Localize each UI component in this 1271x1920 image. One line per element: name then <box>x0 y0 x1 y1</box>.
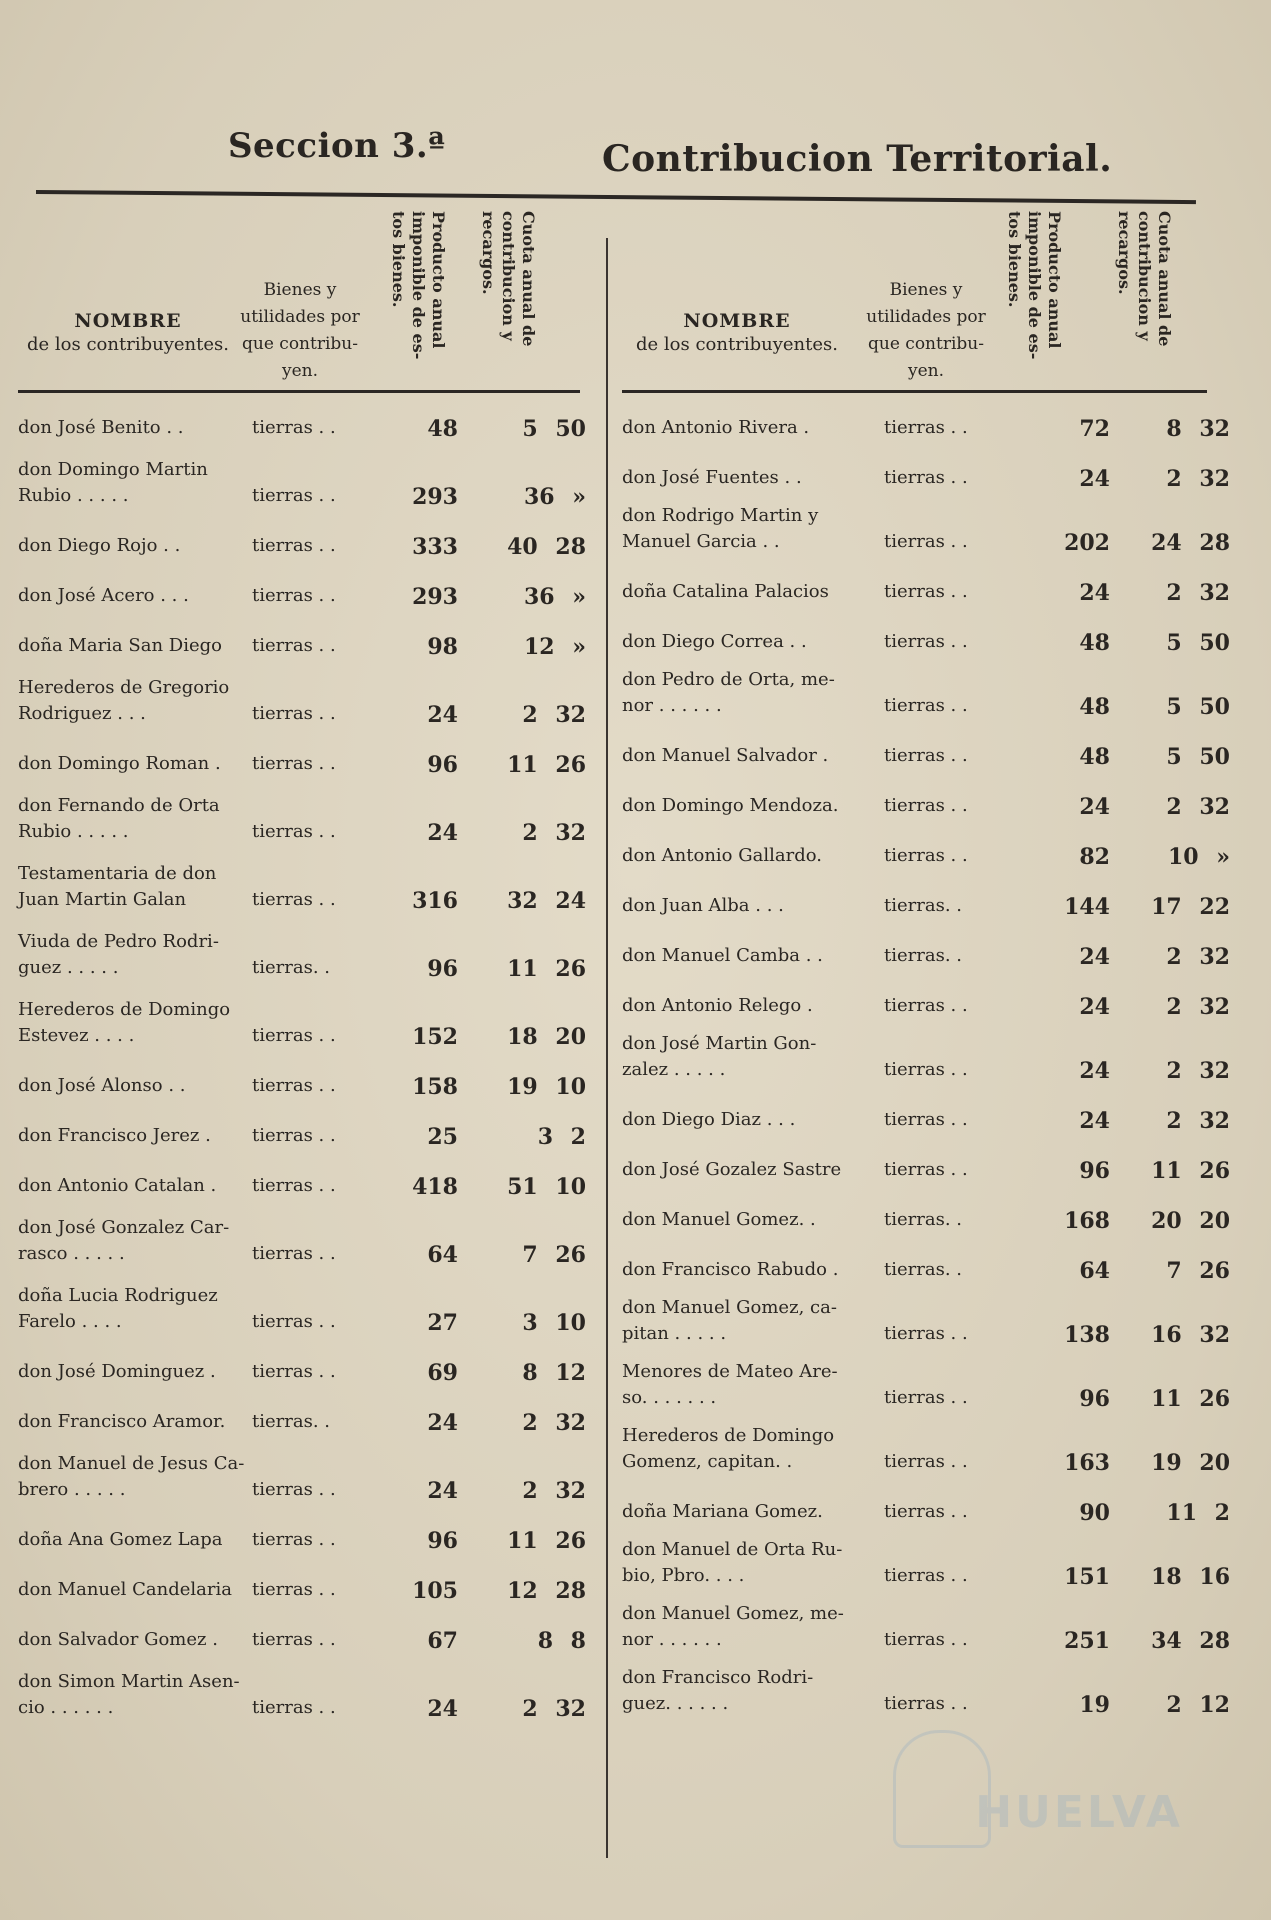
contribuyente-name: don Diego Diaz . . . <box>622 1109 796 1130</box>
table-row <box>18 1559 586 1609</box>
bienes-cell: tierras . . <box>252 1025 336 1046</box>
contribuyente-name: don José Gozalez Sastre <box>622 1159 842 1180</box>
bienes-cell: tierras . . <box>252 1125 336 1146</box>
producto-cell: 293 <box>412 484 458 510</box>
header-nombre <box>628 309 846 357</box>
contribuyente-name: don Simon Martin Asen- cio . . . . . . <box>18 1671 240 1718</box>
contribuyente-name: doña Catalina Palacios <box>622 581 829 602</box>
header-cuota: Cuota anual de contribucion y recargos. <box>479 211 538 347</box>
producto-cell: 96 <box>427 1528 458 1554</box>
table-row <box>18 1205 586 1273</box>
contribuyente-name: don Domingo Martin Rubio . . . . . <box>18 459 208 506</box>
table-row <box>622 1595 1230 1659</box>
bienes-cell: tierras . . <box>252 485 336 506</box>
producto-cell: 48 <box>1079 630 1110 656</box>
table-row <box>622 1353 1230 1417</box>
bienes-cell: tierras . . <box>884 1059 968 1080</box>
cuota-cell: 2 32 <box>1166 994 1230 1020</box>
table-row <box>18 447 586 515</box>
contribuyente-name: don Manuel de Jesus Ca- brero . . . . . <box>18 1453 245 1500</box>
cuota-cell: 18 16 <box>1151 1564 1230 1590</box>
cuota-cell: 5 50 <box>1166 630 1230 656</box>
producto-cell: 90 <box>1079 1500 1110 1526</box>
producto-cell: 96 <box>1079 1386 1110 1412</box>
cuota-cell: 2 12 <box>1166 1692 1230 1718</box>
table-row <box>18 783 586 851</box>
cuota-cell: 12 » <box>523 634 586 660</box>
table-row <box>622 1139 1230 1189</box>
contribuyente-name: don Francisco Rabudo . <box>622 1259 839 1280</box>
bienes-cell: tierras . . <box>252 1361 336 1382</box>
cuota-cell: 51 10 <box>507 1174 586 1200</box>
producto-cell: 24 <box>427 1478 458 1504</box>
table-row <box>622 775 1230 825</box>
producto-cell: 19 <box>1079 1692 1110 1718</box>
cuota-cell: 19 10 <box>507 1074 586 1100</box>
producto-cell: 27 <box>427 1310 458 1336</box>
producto-cell: 24 <box>427 702 458 728</box>
table-row <box>622 875 1230 925</box>
contribuyente-name: doña Ana Gomez Lapa <box>18 1529 223 1550</box>
table-row <box>18 1609 586 1659</box>
cuota-cell: 10 » <box>1167 844 1230 870</box>
bienes-cell: tierras . . <box>884 1387 968 1408</box>
cuota-cell: 7 26 <box>522 1242 586 1268</box>
cuota-cell: 3 10 <box>522 1310 586 1336</box>
contribuyente-name: don Diego Rojo . . <box>18 535 181 556</box>
cuota-cell: 5 50 <box>1166 694 1230 720</box>
right-rows <box>622 397 1230 1723</box>
header-cuota: Cuota anual de contribucion y recargos. <box>1115 211 1174 347</box>
producto-cell: 152 <box>412 1024 458 1050</box>
producto-cell: 96 <box>427 956 458 982</box>
contribuyente-name: doña Lucia Rodriguez Farelo . . . . <box>18 1285 218 1332</box>
table-row <box>622 1481 1230 1531</box>
cuota-cell: 18 20 <box>507 1024 586 1050</box>
bienes-cell: tierras . . <box>252 1579 336 1600</box>
main-title: Contribucion Territorial. <box>602 138 1113 180</box>
bienes-cell: tierras . . <box>252 1697 336 1718</box>
producto-cell: 24 <box>1079 580 1110 606</box>
bienes-cell: tierras . . <box>884 845 968 866</box>
producto-cell: 25 <box>427 1124 458 1150</box>
bienes-cell: tierras . . <box>884 695 968 716</box>
header-nombre-subtitle: de los contribuyentes. <box>27 334 229 355</box>
cuota-cell: 7 26 <box>1166 1258 1230 1284</box>
cuota-cell: 3 2 <box>537 1124 586 1150</box>
bienes-cell: tierras. . <box>252 1411 330 1432</box>
producto-cell: 138 <box>1064 1322 1110 1348</box>
cuota-cell: 2 32 <box>522 702 586 728</box>
cuota-cell: 11 26 <box>507 1528 586 1554</box>
contribuyente-name: don José Alonso . . <box>18 1075 186 1096</box>
cuota-cell: 2 32 <box>1166 1058 1230 1084</box>
producto-cell: 48 <box>1079 744 1110 770</box>
bienes-cell: tierras . . <box>884 531 968 552</box>
bienes-cell: tierras . . <box>252 703 336 724</box>
header-underline <box>622 390 1207 393</box>
contribuyente-name: don Juan Alba . . . <box>622 895 784 916</box>
producto-cell: 82 <box>1079 844 1110 870</box>
contribuyente-name: don José Acero . . . <box>18 585 189 606</box>
contribuyente-name: don Manuel Gomez. . <box>622 1209 816 1230</box>
contribuyente-name: don José Dominguez . <box>18 1361 216 1382</box>
contribuyente-name: don Manuel Camba . . <box>622 945 823 966</box>
contribuyente-name: don Manuel Gomez, ca- pitan . . . . . <box>622 1297 837 1344</box>
bienes-cell: tierras . . <box>252 417 336 438</box>
cuota-cell: 11 26 <box>507 752 586 778</box>
producto-cell: 64 <box>427 1242 458 1268</box>
contribuyente-name: don Salvador Gomez . <box>18 1629 218 1650</box>
header-nombre-title: NOMBRE <box>74 310 182 332</box>
bienes-cell: tierras . . <box>252 1479 336 1500</box>
producto-cell: 158 <box>412 1074 458 1100</box>
producto-cell: 72 <box>1079 416 1110 442</box>
cuota-cell: 8 8 <box>537 1628 586 1654</box>
table-row <box>18 733 586 783</box>
cuota-cell: 11 26 <box>507 956 586 982</box>
bienes-cell: tierras . . <box>252 635 336 656</box>
cuota-cell: 2 32 <box>1166 1108 1230 1134</box>
bienes-cell: tierras. . <box>884 1259 962 1280</box>
table-row <box>622 1417 1230 1481</box>
producto-cell: 333 <box>412 534 458 560</box>
producto-cell: 24 <box>1079 1058 1110 1084</box>
bienes-cell: tierras . . <box>252 889 336 910</box>
cuota-cell: 24 28 <box>1151 530 1230 556</box>
column-divider <box>606 238 608 1858</box>
producto-cell: 48 <box>1079 694 1110 720</box>
producto-cell: 64 <box>1079 1258 1110 1284</box>
table-row <box>18 1155 586 1205</box>
cuota-cell: 2 32 <box>1166 944 1230 970</box>
contribuyente-name: Menores de Mateo Are- so. . . . . . . <box>622 1361 838 1408</box>
producto-cell: 151 <box>1064 1564 1110 1590</box>
contribuyente-name: don Fernando de Orta Rubio . . . . . <box>18 795 220 842</box>
watermark-text: HUELVA <box>975 1787 1183 1838</box>
contribuyente-name: don José Fuentes . . <box>622 467 802 488</box>
table-row <box>18 1441 586 1509</box>
producto-cell: 96 <box>427 752 458 778</box>
bienes-cell: tierras. . <box>884 1209 962 1230</box>
cuota-cell: 11 2 <box>1166 1500 1230 1526</box>
table-row <box>622 925 1230 975</box>
table-row <box>18 1391 586 1441</box>
contribuyente-name: don José Martin Gon- zalez . . . . . <box>622 1033 817 1080</box>
producto-cell: 202 <box>1064 530 1110 556</box>
producto-cell: 24 <box>427 1696 458 1722</box>
producto-cell: 24 <box>1079 466 1110 492</box>
bienes-cell: tierras . . <box>884 745 968 766</box>
huelva-watermark <box>883 1728 1183 1848</box>
table-row <box>18 1341 586 1391</box>
bienes-cell: tierras. . <box>884 945 962 966</box>
producto-cell: 418 <box>412 1174 458 1200</box>
table-row <box>18 565 586 615</box>
cuota-cell: 2 32 <box>1166 466 1230 492</box>
contribuyente-name: doña Mariana Gomez. <box>622 1501 823 1522</box>
table-row <box>622 1659 1230 1723</box>
cuota-cell: 16 32 <box>1151 1322 1230 1348</box>
cuota-cell: 8 32 <box>1166 416 1230 442</box>
contribuyente-name: don Francisco Rodri- guez. . . . . . <box>622 1667 814 1714</box>
bienes-cell: tierras . . <box>252 1629 336 1650</box>
table-row <box>18 1273 586 1341</box>
producto-cell: 293 <box>412 584 458 610</box>
producto-cell: 168 <box>1064 1208 1110 1234</box>
table-row <box>622 497 1230 561</box>
contribuyente-name: don Domingo Roman . <box>18 753 221 774</box>
table-row <box>622 611 1230 661</box>
header-nombre-subtitle: de los contribuyentes. <box>636 334 838 355</box>
contribuyente-name: Testamentaria de don Juan Martin Galan <box>18 863 217 910</box>
bienes-cell: tierras . . <box>884 1629 968 1650</box>
cuota-cell: 12 28 <box>507 1578 586 1604</box>
bienes-cell: tierras . . <box>884 1693 968 1714</box>
producto-cell: 24 <box>427 820 458 846</box>
producto-cell: 144 <box>1064 894 1110 920</box>
cuota-cell: 20 20 <box>1151 1208 1230 1234</box>
contribuyente-name: Herederos de Domingo Estevez . . . . <box>18 999 231 1046</box>
table-row <box>18 615 586 665</box>
table-row <box>18 1659 586 1727</box>
cuota-cell: 11 26 <box>1151 1158 1230 1184</box>
contribuyente-name: don Rodrigo Martin y Manuel Garcia . . <box>622 505 819 552</box>
cuota-cell: 8 12 <box>522 1360 586 1386</box>
producto-cell: 69 <box>427 1360 458 1386</box>
left-table-header <box>18 212 580 387</box>
table-row <box>622 661 1230 725</box>
producto-cell: 48 <box>427 416 458 442</box>
contribuyente-name: don Antonio Rivera . <box>622 417 810 438</box>
contribuyente-name: Herederos de Gregorio Rodriguez . . . <box>18 677 230 724</box>
bienes-cell: tierras . . <box>884 1109 968 1130</box>
header-nombre <box>18 309 238 357</box>
producto-cell: 24 <box>1079 994 1110 1020</box>
contribuyente-name: don Manuel Gomez, me- nor . . . . . . <box>622 1603 844 1650</box>
contribuyente-name: Viuda de Pedro Rodri- guez . . . . . <box>18 931 219 978</box>
bienes-cell: tierras . . <box>884 417 968 438</box>
bienes-cell: tierras . . <box>884 995 968 1016</box>
table-row <box>622 1289 1230 1353</box>
cuota-cell: 2 32 <box>1166 794 1230 820</box>
table-row <box>622 397 1230 447</box>
contribuyente-name: don Francisco Jerez . <box>18 1125 211 1146</box>
contribuyente-name: don José Benito . . <box>18 417 184 438</box>
header-bienes: Bienes y utilidades por que contribu-yen. <box>240 280 360 381</box>
contribuyente-name: Herederos de Domingo Gomenz, capitan. . <box>622 1425 835 1472</box>
cuota-cell: 5 50 <box>1166 744 1230 770</box>
table-row <box>622 561 1230 611</box>
contribuyente-name: don Manuel de Orta Ru- bio, Pbro. . . . <box>622 1539 843 1586</box>
left-rows <box>18 397 586 1727</box>
cuota-cell: 11 26 <box>1151 1386 1230 1412</box>
bienes-cell: tierras. . <box>252 957 330 978</box>
producto-cell: 316 <box>412 888 458 914</box>
table-row <box>18 987 586 1055</box>
bienes-cell: tierras . . <box>884 467 968 488</box>
contribuyente-name: don Francisco Aramor. <box>18 1411 226 1432</box>
cuota-cell: 17 22 <box>1151 894 1230 920</box>
header-underline <box>18 390 580 393</box>
table-row <box>18 1509 586 1559</box>
page-header <box>0 118 1271 198</box>
cuota-cell: 2 32 <box>522 1410 586 1436</box>
table-row <box>18 1105 586 1155</box>
cuota-cell: 19 20 <box>1151 1450 1230 1476</box>
section-title: Seccion 3.ª <box>228 126 446 166</box>
producto-cell: 24 <box>1079 944 1110 970</box>
producto-cell: 24 <box>1079 794 1110 820</box>
contribuyente-name: don Diego Correa . . <box>622 631 807 652</box>
table-row <box>622 975 1230 1025</box>
table-row <box>18 1055 586 1105</box>
right-table <box>622 211 1230 1723</box>
bienes-cell: tierras . . <box>884 1159 968 1180</box>
bienes-cell: tierras . . <box>252 753 336 774</box>
right-table-header <box>622 212 1207 387</box>
producto-cell: 24 <box>1079 1108 1110 1134</box>
table-row <box>622 1531 1230 1595</box>
producto-cell: 105 <box>412 1578 458 1604</box>
bienes-cell: tierras . . <box>884 631 968 652</box>
bienes-cell: tierras . . <box>252 535 336 556</box>
producto-cell: 251 <box>1064 1628 1110 1654</box>
table-row <box>18 919 586 987</box>
bienes-cell: tierras . . <box>884 795 968 816</box>
contribuyente-name: don Manuel Salvador . <box>622 745 829 766</box>
bienes-cell: tierras . . <box>252 1175 336 1196</box>
table-row <box>622 1089 1230 1139</box>
table-row <box>622 1189 1230 1239</box>
table-row <box>622 1025 1230 1089</box>
cuota-cell: 36 » <box>523 584 586 610</box>
table-row <box>18 851 586 919</box>
table-row <box>622 725 1230 775</box>
bienes-cell: tierras . . <box>884 1565 968 1586</box>
contribuyente-name: don Manuel Candelaria <box>18 1579 233 1600</box>
producto-cell: 98 <box>427 634 458 660</box>
header-producto: Producto anual imponible de es-tos bienes. <box>389 211 448 360</box>
cuota-cell: 34 28 <box>1151 1628 1230 1654</box>
cuota-cell: 36 » <box>523 484 586 510</box>
contribuyente-name: don Antonio Relego . <box>622 995 813 1016</box>
producto-cell: 96 <box>1079 1158 1110 1184</box>
bienes-cell: tierras . . <box>884 581 968 602</box>
header-nombre-title: NOMBRE <box>683 310 791 332</box>
table-row <box>622 825 1230 875</box>
table-row <box>18 397 586 447</box>
bienes-cell: tierras . . <box>252 1311 336 1332</box>
left-table <box>18 211 586 1727</box>
bienes-cell: tierras . . <box>884 1501 968 1522</box>
contribuyente-name: don Pedro de Orta, me- nor . . . . . . <box>622 669 835 716</box>
table-row <box>18 515 586 565</box>
table-row <box>622 447 1230 497</box>
bienes-cell: tierras . . <box>252 1243 336 1264</box>
producto-cell: 163 <box>1064 1450 1110 1476</box>
bienes-cell: tierras . . <box>252 1529 336 1550</box>
table-row <box>18 665 586 733</box>
contribuyente-name: don Domingo Mendoza. <box>622 795 839 816</box>
bienes-cell: tierras. . <box>884 895 962 916</box>
bienes-cell: tierras . . <box>252 1075 336 1096</box>
header-bienes: Bienes y utilidades por que contribu-yen. <box>866 280 986 381</box>
cuota-cell: 2 32 <box>522 1478 586 1504</box>
bienes-cell: tierras . . <box>252 585 336 606</box>
contribuyente-name: don Antonio Gallardo. <box>622 845 822 866</box>
producto-cell: 67 <box>427 1628 458 1654</box>
cuota-cell: 2 32 <box>522 1696 586 1722</box>
table-row <box>622 1239 1230 1289</box>
cuota-cell: 5 50 <box>522 416 586 442</box>
header-producto: Producto anual imponible de es-tos bienes. <box>1005 211 1064 360</box>
cuota-cell: 32 24 <box>507 888 586 914</box>
contribuyente-name: don José Gonzalez Car- rasco . . . . . <box>18 1217 230 1264</box>
bienes-cell: tierras . . <box>884 1323 968 1344</box>
bienes-cell: tierras . . <box>252 821 336 842</box>
contribuyente-name: doña Maria San Diego <box>18 635 222 656</box>
contribuyente-name: don Antonio Catalan . <box>18 1175 217 1196</box>
cuota-cell: 2 32 <box>1166 580 1230 606</box>
cuota-cell: 40 28 <box>507 534 586 560</box>
producto-cell: 24 <box>427 1410 458 1436</box>
cuota-cell: 2 32 <box>522 820 586 846</box>
bienes-cell: tierras . . <box>884 1451 968 1472</box>
